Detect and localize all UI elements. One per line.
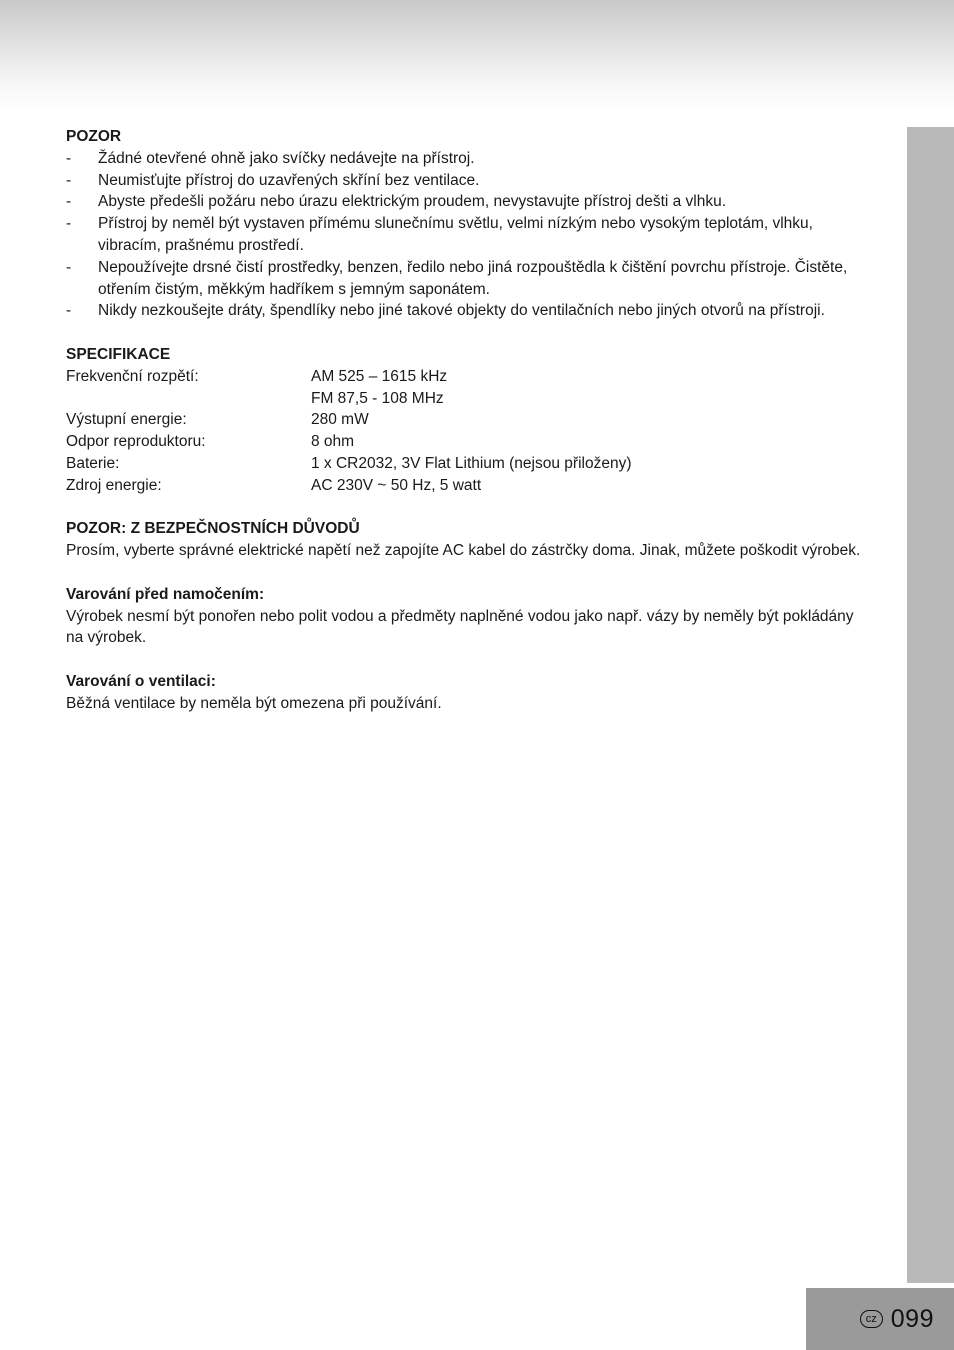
spec-label: Baterie: (66, 454, 120, 472)
spec-value: AM 525 – 1615 kHz (311, 367, 448, 385)
safety-heading: POZOR: Z BEZPEČNOSTNÍCH DŮVODŮ (66, 520, 360, 538)
spec-value: 280 mW (311, 411, 369, 429)
list-item: - Žádné otevřené ohně jako svíčky nedávejte na přístroj. (66, 149, 475, 167)
spec-label (66, 388, 311, 410)
spec-label: Frekvenční rozpětí: (66, 367, 199, 385)
pozor-heading: POZOR (66, 128, 122, 145)
spec-label: Zdroj energie: (66, 476, 162, 494)
spec-value: FM 87,5 - 108 MHz (311, 389, 444, 407)
spec-row (66, 409, 871, 431)
spec-label: Výstupní energie: (66, 411, 187, 429)
page-content (66, 126, 871, 715)
spec-value: 1 x CR2032, 3V Flat Lithium (nejsou přiloženy) (311, 454, 632, 472)
spec-label: Odpor reproduktoru: (66, 433, 206, 451)
spec-table (66, 366, 871, 497)
ventilation-text: Běžná ventilace by neměla být omezena při používání. (66, 694, 442, 712)
safety-text: Prosím, vyberte správné elektrické napětí než zapojíte AC kabel do zástrčky doma. Jinak, můžete poškodit výrobek. (66, 542, 861, 560)
spec-row (66, 388, 871, 410)
list-item: - Abyste předešli požáru nebo úrazu elektrickým proudem, nevystavujte přístroj dešti a vlhku. (66, 193, 727, 211)
wetting-heading: Varování před namočením: (66, 585, 265, 603)
side-tab (907, 127, 954, 1283)
specifikace-heading: SPECIFIKACE (66, 345, 171, 363)
wetting-text: Výrobek nesmí být ponořen nebo polit vodou a předměty naplněné vodou jako např. vázy by neměly být pokládány na výrobek. (66, 607, 854, 647)
spec-value: 8 ohm (311, 433, 355, 451)
spec-row (66, 431, 871, 453)
list-item: - Neumisťujte přístroj do uzavřených skříní bez ventilace. (66, 171, 480, 189)
list-item: - Nikdy nezkoušejte dráty, špendlíky nebo jiné takové objekty do ventilačních nebo jiných otvorů na přístroji. (66, 302, 825, 320)
pozor-list (66, 148, 871, 322)
list-item: - Přístroj by neměl být vystaven přímému slunečnímu světlu, velmi nízkým nebo vysokým teplotám, vlhku, vibracím, prašnému prostředí. (66, 215, 813, 254)
page-number: 099 (890, 1304, 934, 1333)
page-badge (806, 1288, 954, 1350)
ventilation-heading: Varování o ventilaci: (66, 672, 216, 690)
spec-row (66, 453, 871, 475)
spec-row (66, 366, 871, 388)
header-gradient-band (0, 0, 954, 110)
list-item: - Nepoužívejte drsné čistí prostředky, benzen, ředilo nebo jiná rozpouštědla k čištění povrchu přístroje. Čistěte, otřením čistým, měkkým hadříkem s jemným saponátem. (66, 258, 848, 298)
language-badge: cz (860, 1310, 883, 1328)
spec-value: AC 230V ~ 50 Hz, 5 watt (311, 476, 482, 494)
spec-row (66, 475, 871, 497)
